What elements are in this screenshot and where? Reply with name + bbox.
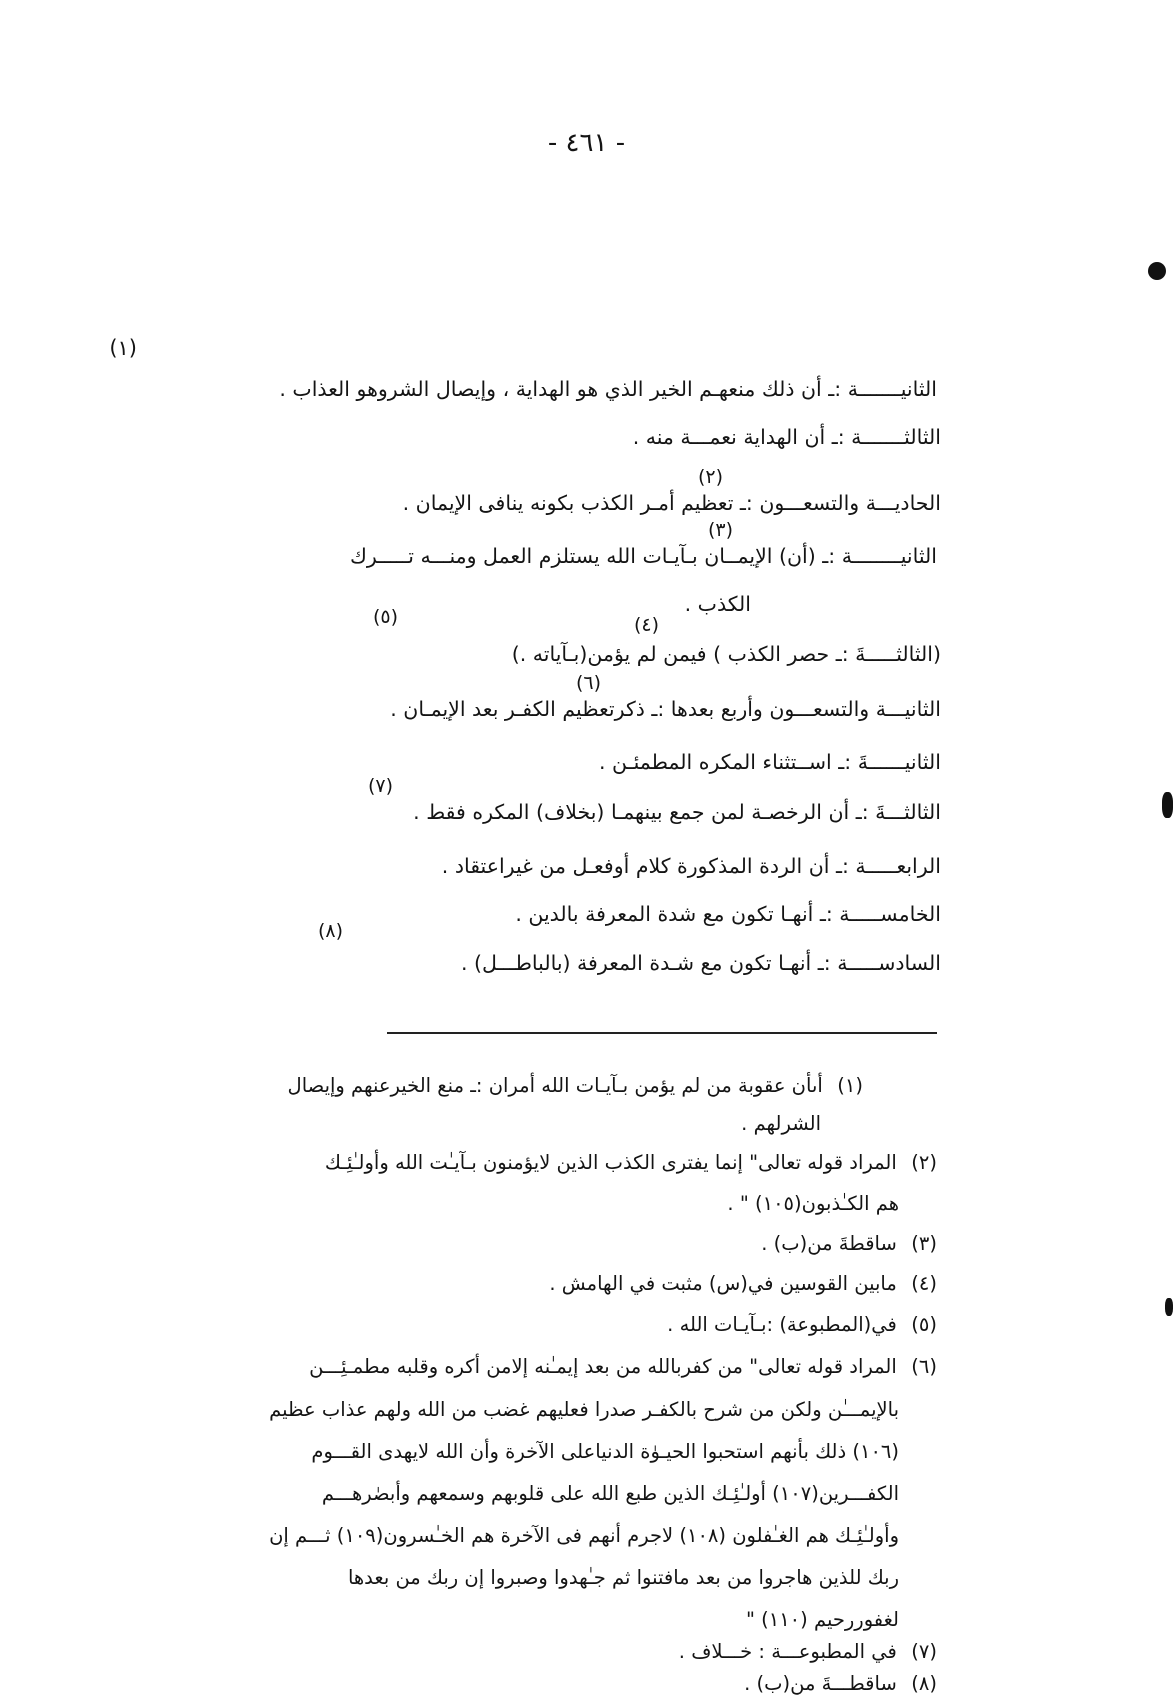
footnote-6-line-6: ربك للذين هاجروا من بعد مافتنوا ثم جـٰهدوا وصبروا إن ربك من بعدها [347,1566,899,1589]
body-line-7: الثانيـــة والتسعـــون وأربع بعدها :ـ ذكرتعظيم الكفـر بعد الإيمـان . [390,697,941,721]
ink-blot-right-middle [1162,792,1173,818]
footnote-number: (٦) [911,1355,937,1378]
footnote-text: ساقطةَ من(ب) . [761,1232,897,1255]
body-line-3: الحاديـــة والتسعـــون :ـ تعظيم أمـر الكذب بكونه ينافى الإيمان . [402,491,941,515]
footnote-marker-1: (١) [109,336,137,360]
footnote-6-line-5: وأولـٰئِـك هم الغـٰفلون (١٠٨) لاجرم أنهم فى الآخرة هم الخـٰسرون(١٠٩) ثـــم إن [269,1524,899,1547]
footnote-2-cont: هم الكـٰذبون(١٠٥) " . [727,1192,899,1215]
footnote-number: (١) [837,1074,863,1097]
body-line-1: الثانيـــــــة :ـ أن ذلك منعهـم الخير الذي هو الهداية ، وإيصال الشروهو العذاب . [279,377,937,401]
body-line-4: الثانيــــــــة :ـ (أن) الإيمــان بـآيـات الله يستلزم العمل ومنـــه تـــــرك [350,544,937,568]
footnote-7 [679,1640,937,1663]
footnote-marker-3: (٣) [707,519,733,541]
footnote-3 [761,1232,937,1255]
footnote-number: (٤) [911,1272,937,1295]
footnote-6 [309,1355,937,1378]
footnote-text: المراد قوله تعالى" إنما يفترى الكذب الذين لايؤمنون بـآيـٰت الله وأولـٰئِـك [324,1151,897,1174]
footnote-number: (٣) [911,1232,937,1255]
footnote-2 [325,1151,937,1174]
footnote-marker-2: (٢) [697,466,723,488]
footnote-number: (٨) [911,1672,937,1695]
footnote-6-line-7: لغفوررحيم (١١٠) " [745,1608,899,1631]
footnote-1 [288,1074,863,1097]
footnote-6-line-4: الكفـــرين(١٠٧) أولـٰئِـك الذين طبع الله على قلوبهم وسمعهم وأبصٰرهـــم [321,1482,899,1505]
footnote-number: (٢) [911,1151,937,1174]
body-line-8: الثانيــــــةَ :ـ اســتثناء المكره المطمئـن . [598,750,941,774]
footnote-8 [744,1672,937,1695]
footnote-text: أىأن عقوبة من لم يؤمن بـآيـات الله أمران :ـ منع الخيرعنهم وإيصال [287,1074,823,1097]
footnote-number: (٧) [911,1640,937,1663]
footnote-5 [667,1313,937,1336]
body-line-6: (الثالثـــــةَ :ـ حصر الكذب ) فيمن لم يؤمن(بـآياته .) [511,642,941,666]
footnote-text: في(المطبوعة) :بـآيـات الله . [667,1313,897,1336]
footnote-marker-6: (٦) [575,672,601,694]
body-line-5: الكذب . [684,592,751,616]
body-line-2: الثالثـــــــة :ـ أن الهداية نعمـــة منه . [632,425,941,449]
body-line-9: الثالثـــةَ :ـ أن الرخصـة لمن جمع بينهمـا (بخلاف) المكره فقط . [413,800,941,824]
body-line-11: الخامســـــة :ـ أنهـا تكون مع شدة المعرفة بالدين . [515,902,941,926]
footnote-marker-7: (٧) [367,775,393,797]
footnote-6-line-2: بالإيمـــٰن ولكن من شرح بالكفـر صدرا فعليهم غضب من الله ولهم عذاب عظيم [269,1398,899,1421]
footnote-separator [387,1032,937,1034]
ink-blot-right-bottom [1165,1298,1173,1316]
footnote-text: ساقطـــةَ من(ب) . [744,1672,897,1695]
body-line-10: الرابعـــــة :ـ أن الردة المذكورة كلام أوفعـل من غيراعتقاد . [441,854,941,878]
ink-blot-right-top [1148,262,1166,280]
footnote-number: (٥) [911,1313,937,1336]
page-number: - ٤٦١ - [547,128,626,158]
footnote-4 [549,1272,937,1295]
footnote-1-cont: الشرلهم . [741,1112,821,1135]
footnote-marker-5: (٥) [372,606,398,628]
body-line-12: السادســـــة :ـ أنهـا تكون مع شـدة المعرفة (بالباطـــل) . [461,951,941,975]
footnote-6-line-3: (١٠٦) ذلك بأنهم استحبوا الحيـوٰة الدنياعلى الآخرة وأن الله لايهدى القـــوم [311,1440,899,1463]
footnote-text: في المطبوعـــة : خـــلاف . [678,1640,897,1663]
footnote-text: المراد قوله تعالى" من كفربالله من بعد إيمـٰنه إلامن أكره وقلبه مطمـئِـــن [309,1355,897,1378]
footnote-marker-8: (٨) [317,920,343,942]
footnote-marker-4: (٤) [633,614,659,636]
footnote-text: مابين القوسين في(س) مثبت في الهامش . [549,1272,897,1295]
